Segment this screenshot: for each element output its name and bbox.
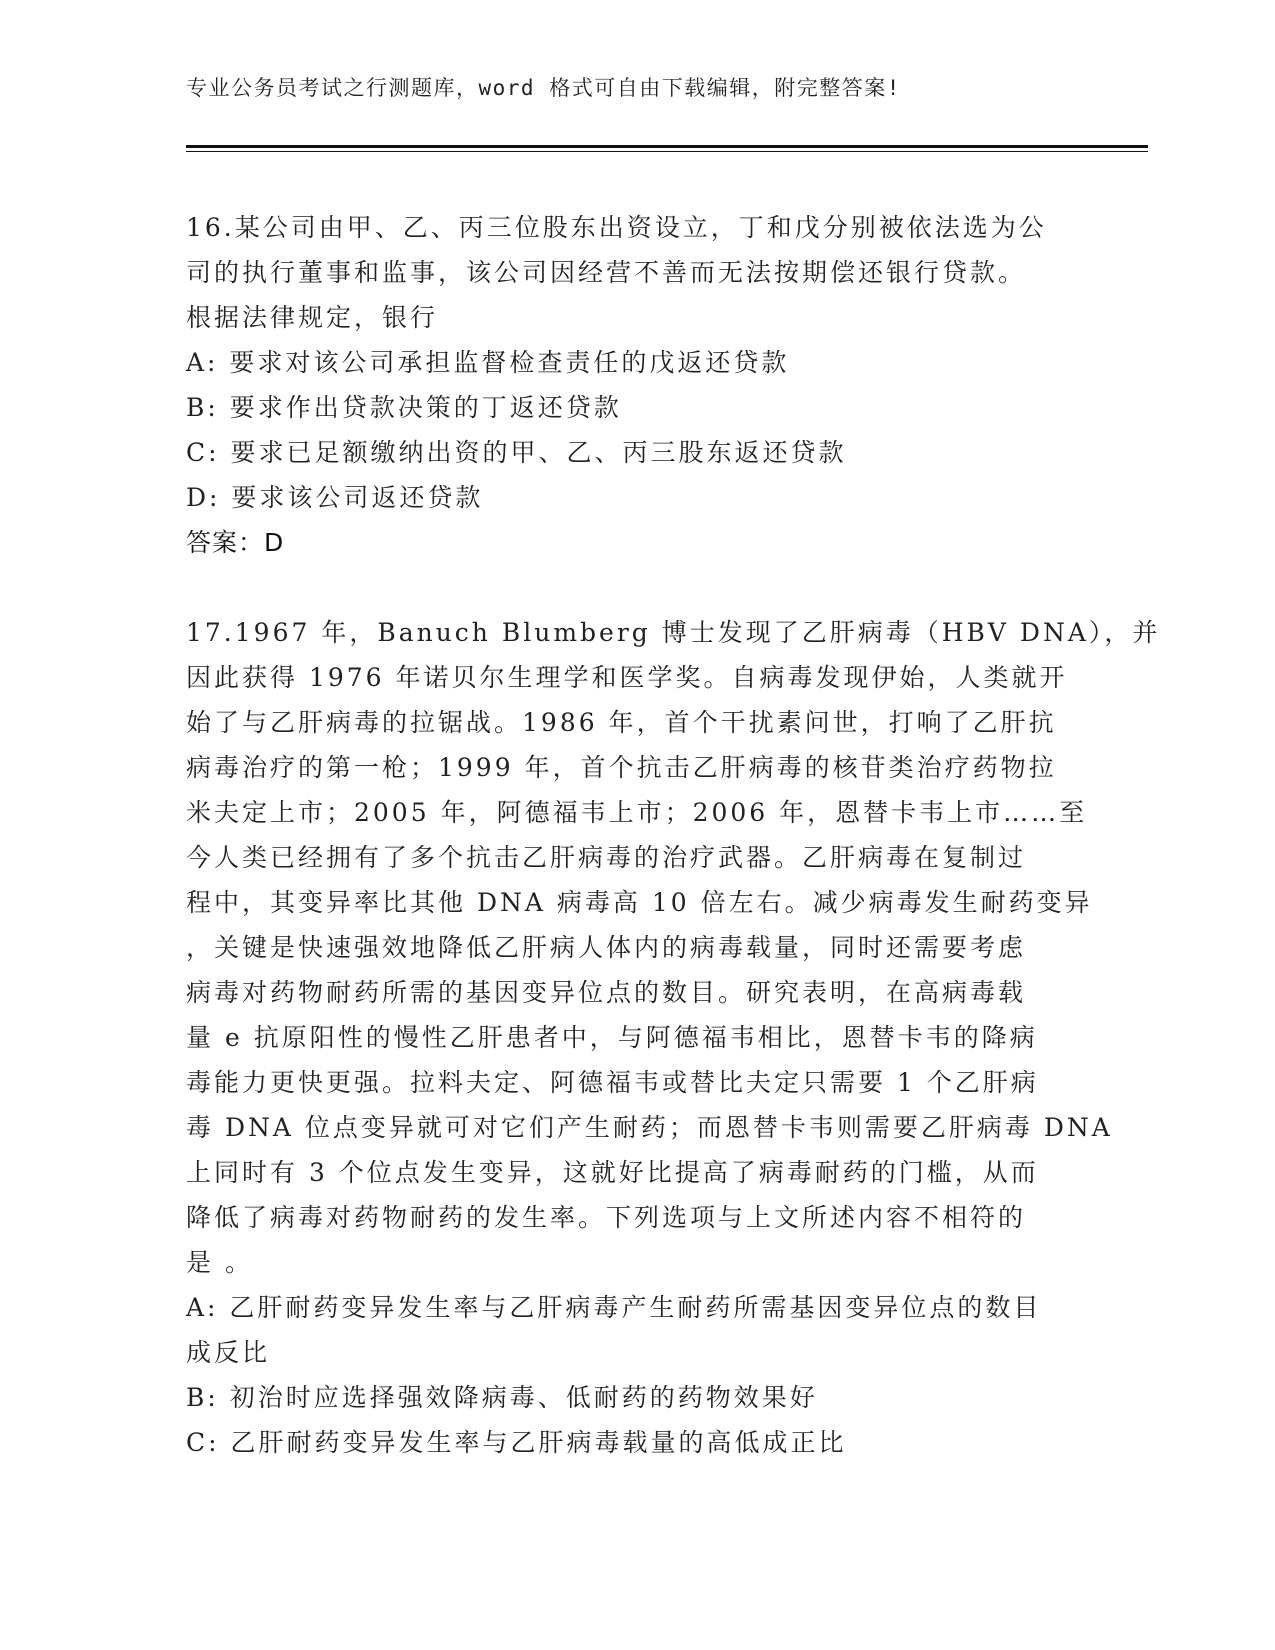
question-17 [186, 610, 1161, 1465]
option-d: D: 要求该公司返还贷款 [186, 483, 484, 512]
stem-line: 16.某公司由甲、乙、丙三位股东出资设立，丁和戊分别被依法选为公 [186, 213, 1047, 242]
stem-line: 量 e 抗原阳性的慢性乙肝患者中，与阿德福韦相比，恩替卡韦的降病 [186, 1023, 1038, 1052]
stem-line: 根据法律规定，银行 [186, 303, 439, 332]
question-list [186, 205, 1161, 1465]
option-a: A: 要求对该公司承担监督检查责任的戊返还贷款 [186, 348, 790, 377]
stem-line: 毒能力更快更强。拉料夫定、阿德福韦或替比夫定只需要 1 个乙肝病 [186, 1068, 1039, 1097]
header-rule-thin [186, 151, 1148, 152]
answer-label: 答案：D [186, 528, 285, 557]
question-stem [186, 205, 1086, 340]
question-16 [186, 205, 1086, 565]
header-rule-thick [186, 145, 1148, 148]
option-b: B: 要求作出贷款决策的丁返还贷款 [186, 393, 622, 422]
question-stem [186, 610, 1161, 1285]
page-header: 专业公务员考试之行测题库，word 格式可自由下载编辑，附完整答案! [186, 76, 901, 100]
option-c: C: 要求已足额缴纳出资的甲、乙、丙三股东返还贷款 [186, 438, 847, 467]
stem-line: 程中，其变异率比其他 DNA 病毒高 10 倍左右。减少病毒发生耐药变异 [186, 888, 1093, 917]
stem-line: 病毒治疗的第一枪；1999 年，首个抗击乙肝病毒的核苷类治疗药物拉 [186, 753, 1057, 782]
option-a-continued: 成反比 [186, 1338, 271, 1367]
stem-line: 是 。 [186, 1248, 253, 1277]
stem-line: 司的执行董事和监事，该公司因经营不善而无法按期偿还银行贷款。 [186, 258, 1027, 287]
option-c: C: 乙肝耐药变异发生率与乙肝病毒载量的高低成正比 [186, 1428, 847, 1457]
stem-line: 上同时有 3 个位点发生变异，这就好比提高了病毒耐药的门槛，从而 [186, 1158, 1039, 1187]
stem-line: ，关键是快速强效地降低乙肝病人体内的病毒载量，同时还需要考虑 [186, 933, 1027, 962]
stem-line: 毒 DNA 位点变异就可对它们产生耐药；而恩替卡韦则需要乙肝病毒 DNA [186, 1113, 1113, 1142]
option-b: B: 初治时应选择强效降病毒、低耐药的药物效果好 [186, 1383, 818, 1412]
stem-line: 降低了病毒对药物耐药的发生率。下列选项与上文所述内容不相符的 [186, 1203, 1027, 1232]
stem-line: 因此获得 1976 年诺贝尔生理学和医学奖。自病毒发现伊始，人类就开 [186, 663, 1068, 692]
question-spacer [186, 565, 1086, 610]
stem-line: 始了与乙肝病毒的拉锯战。1986 年，首个干扰素问世，打响了乙肝抗 [186, 708, 1057, 737]
stem-line: 米夫定上市；2005 年，阿德福韦上市；2006 年，恩替卡韦上市……至 [186, 798, 1088, 827]
stem-line: 今人类已经拥有了多个抗击乙肝病毒的治疗武器。乙肝病毒在复制过 [186, 843, 1027, 872]
option-a: A: 乙肝耐药变异发生率与乙肝病毒产生耐药所需基因变异位点的数目 [186, 1293, 1042, 1322]
stem-line: 病毒对药物耐药所需的基因变异位点的数目。研究表明，在高病毒载 [186, 978, 1027, 1007]
stem-line: 17.1967 年，Banuch Blumberg 博士发现了乙肝病毒（HBV DNA），并 [186, 618, 1161, 647]
